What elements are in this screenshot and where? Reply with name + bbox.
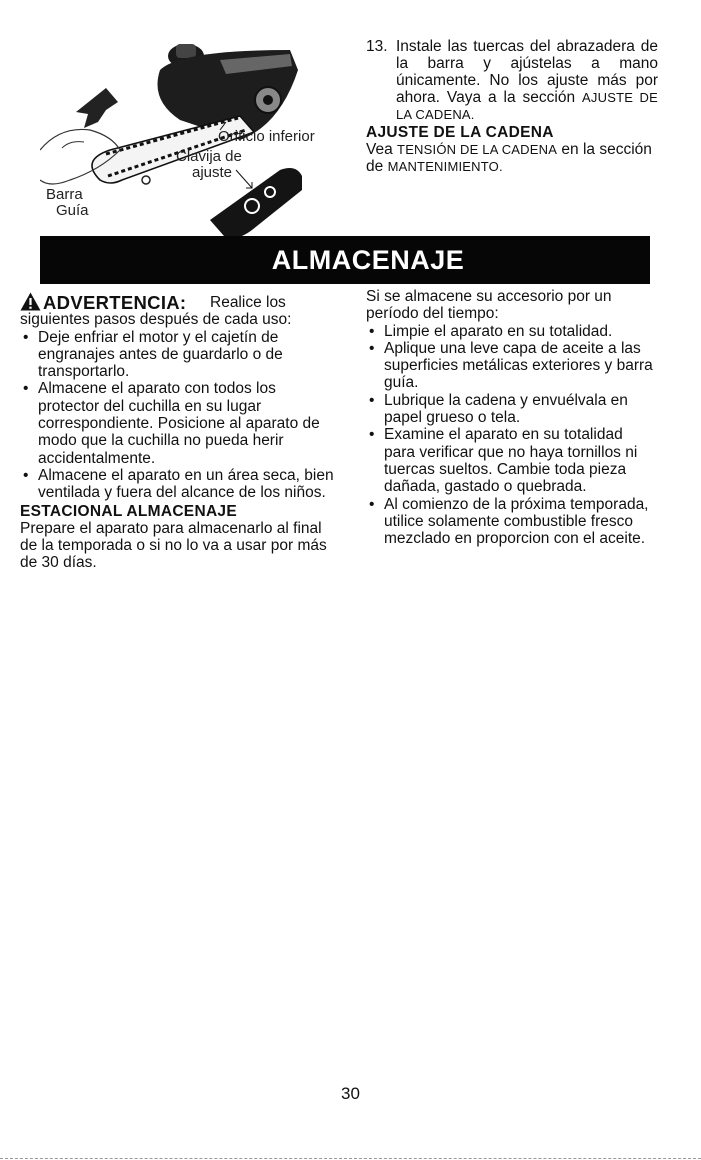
- list-item: • Limpie el aparato en su totalidad.: [366, 323, 656, 340]
- seasonal-storage-text: Prepare el aparato para almacenarlo al final de la temporada o si no lo va a usar por más de 30 días.: [20, 519, 327, 572]
- warning-intro: Realice los siguientes pasos después de cada uso:: [20, 294, 292, 329]
- page-number: 30: [341, 1084, 360, 1103]
- storage-intro: Si se almacene su accesorio por un período del tiempo:: [366, 288, 612, 323]
- seasonal-storage-heading: ESTACIONAL ALMACENAJE: [20, 502, 237, 520]
- section-title: ALMACENAJE: [271, 244, 465, 275]
- list-item: • Almacene el aparato en un área seca, bien ventilada y fuera del alcance de los niños.: [20, 467, 338, 502]
- right-column: [366, 288, 656, 547]
- list-item: • Lubrique la cadena y envuélvala en papel grueso o tela.: [366, 392, 656, 427]
- label-lower-hole: Orificio inferior: [218, 128, 315, 145]
- warning-triangle-icon: [20, 292, 41, 311]
- list-item: • Deje enfriar el motor y el cajetín de engranajes antes de guardarlo o de transportarlo.: [20, 329, 338, 381]
- nut-icon: [142, 176, 150, 184]
- step-13-text: Instale las tuercas del abrazadera de la barra y ajústelas a mano únicamente. No los ajuste más por ahora. Vaya a la sección: [396, 38, 658, 106]
- label-adjust-pin-line2: ajuste: [192, 164, 233, 181]
- step-13: [366, 38, 658, 123]
- label-bar-line2: Guía: [56, 202, 89, 219]
- chain-adjust-text: Vea TENSIÓN DE LA CADENA en la sección de MANTENIMIENTO.: [366, 141, 652, 175]
- direction-arrow-icon: [76, 88, 118, 128]
- storage-list: [366, 323, 656, 548]
- label-bar-line1: Barra: [46, 186, 83, 203]
- list-item: • Almacene el aparato con todos los protector del cuchilla en su lugar correspondiente. Posicione al aparato de modo que la cuchilla no pueda herir accidentalmente.: [20, 380, 338, 466]
- warning-label: ADVERTENCIA:: [43, 291, 187, 313]
- list-item: • Al comienzo de la próxima temporada, utilice solamente combustible fresco mezclado en proporcion con el aceite.: [366, 496, 656, 548]
- step-13-ref: AJUSTE DE LA CADENA.: [396, 90, 658, 122]
- list-item: • Aplique una leve capa de aceite a las superficies metálicas exteriores y barra guía.: [366, 340, 656, 392]
- left-column: [20, 292, 338, 572]
- chain-bar-illustration: [40, 30, 340, 245]
- step-13-block: [366, 38, 658, 175]
- warning-list: [20, 329, 338, 502]
- chain-adjust-heading: AJUSTE DE LA CADENA: [366, 124, 554, 141]
- chain-tension-ref: TENSIÓN DE LA CADENA: [397, 142, 558, 157]
- step-number: 13.: [366, 38, 388, 55]
- list-item: • Examine el aparato en su totalidad para verificar que no haya tornillos ni tuercas sueltos. Cambie toda pieza dañada, gastado o quebrada.: [366, 426, 656, 495]
- label-adjust-pin-line1: Clavija de: [176, 148, 242, 165]
- section-banner: [40, 236, 650, 284]
- maintenance-ref: MANTENIMIENTO.: [387, 159, 503, 174]
